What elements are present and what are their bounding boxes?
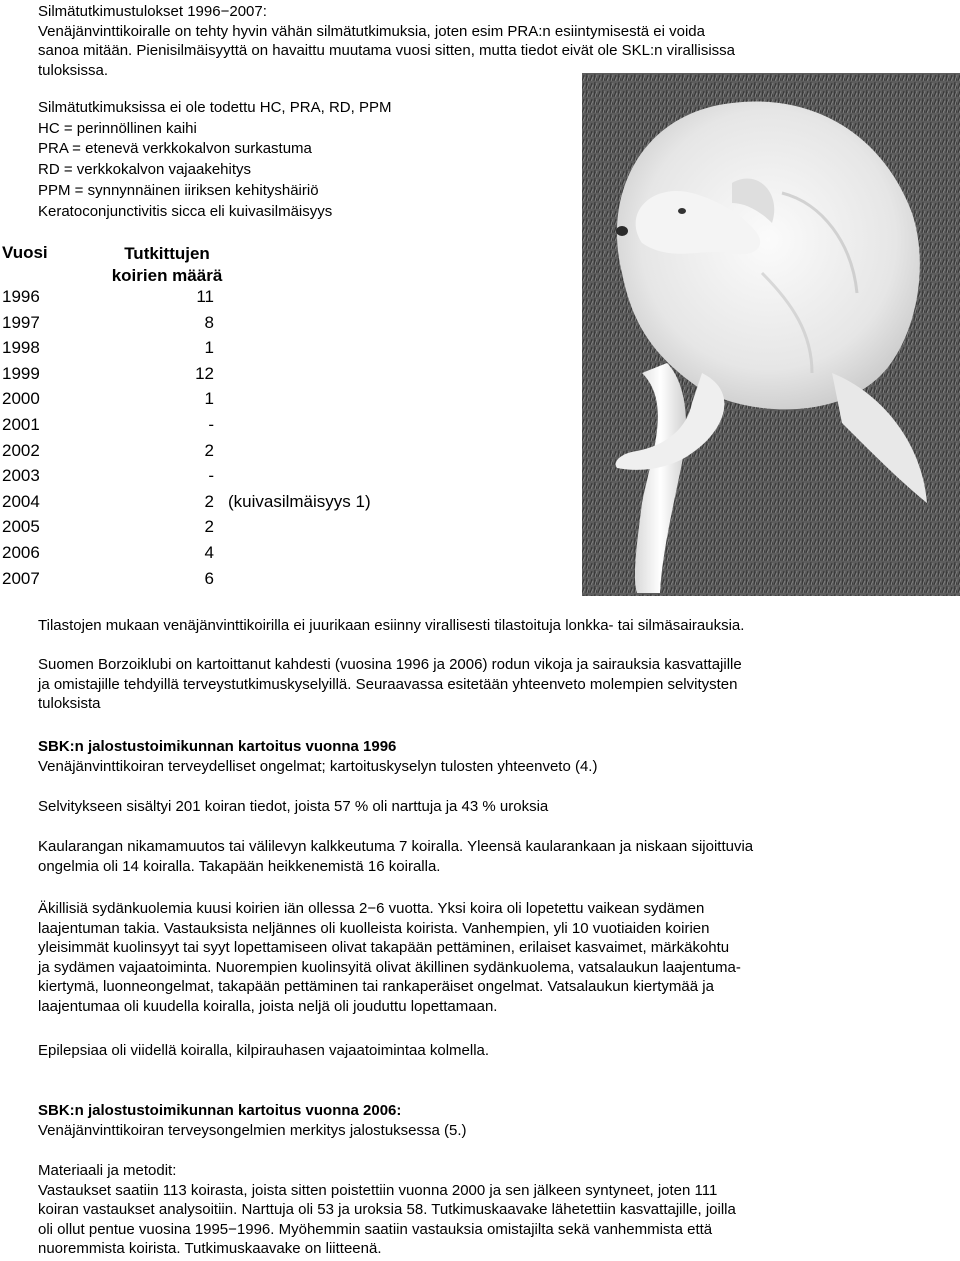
text-line: Suomen Borzoiklubi on kartoittanut kahdesti (vuosina 1996 ja 2006) rodun vikoja ja sairauksia kasvattajille bbox=[38, 656, 742, 673]
table-row bbox=[2, 569, 422, 594]
text-line: laajentumaa oli kuudella koiralla, joista neljä oli jouduttu lopettamaan. bbox=[38, 997, 498, 1015]
row-count: 1 bbox=[204, 389, 214, 409]
header-count bbox=[97, 243, 237, 287]
table-row bbox=[2, 287, 422, 312]
row-count: - bbox=[208, 415, 214, 434]
text-line: ja sydämen vajaatoiminta. Nuorempien kuolinsyitä olivat äkillinen sydänkuolema, vatsalaukun laajentuma- bbox=[38, 958, 741, 976]
table-row bbox=[2, 517, 422, 542]
row-count: 6 bbox=[204, 568, 214, 588]
text-line: nuoremmista koirista. Tutkimuskaavake on liitteenä. bbox=[38, 1240, 382, 1257]
row-count: 4 bbox=[204, 543, 214, 562]
text-line: koiran vastaukset analysoitiin. Narttuja oli 53 ja uroksia 58. Tutkimuskaavake lähetettiin kasvattajille, joilla bbox=[38, 1201, 736, 1218]
table-row bbox=[2, 415, 422, 440]
table-row bbox=[2, 466, 422, 491]
table-row bbox=[2, 364, 422, 389]
row-year: 2001 bbox=[2, 415, 40, 434]
row-year: 2002 bbox=[2, 440, 40, 460]
row-year: 1999 bbox=[2, 363, 40, 383]
intro-line: Venäjänvinttikoiralle on tehty hyvin vähän silmätutkimuksia, joten esim PRA:n esiintymisestä ei voida bbox=[38, 22, 705, 40]
text-line: Kaularangan nikamamuutos tai välilevyn kalkkeutuma 7 koiralla. Yleensä kaularankaan ja niskaan sijoittuvia bbox=[38, 838, 754, 855]
abbreviation-item: RD = verkkokalvon vajaakehitys bbox=[38, 161, 252, 179]
table-row bbox=[2, 313, 422, 338]
table-row bbox=[2, 543, 422, 568]
header-count-line: Tutkittujen bbox=[124, 244, 210, 263]
row-year: 2000 bbox=[2, 389, 40, 409]
abbreviation-heading: Silmätutkimuksissa ei ole todettu HC, PRA, RD, PPM bbox=[38, 99, 392, 116]
abbreviation-item: HC = perinnöllinen kaihi bbox=[38, 119, 197, 137]
survey-2006-heading-block bbox=[38, 1101, 906, 1140]
row-year: 1997 bbox=[2, 312, 40, 332]
survey-1996-subtitle: Venäjänvinttikoiran terveydelliset ongelmat; kartoituskyselyn tulosten yhteenveto (4.) bbox=[38, 757, 598, 775]
row-year: 2007 bbox=[2, 568, 40, 588]
survey-1996-heading-block bbox=[38, 737, 906, 776]
intro-paragraph bbox=[38, 2, 906, 80]
row-count: 2 bbox=[204, 491, 214, 511]
row-count: - bbox=[208, 466, 214, 486]
row-count: 12 bbox=[195, 363, 214, 383]
header-year: Vuosi bbox=[2, 243, 48, 262]
survey-2006-heading: SBK:n jalostustoimikunnan kartoitus vuonna 2006: bbox=[38, 1102, 402, 1119]
row-count: 8 bbox=[204, 312, 214, 332]
survey-1996-epilepsy: Epilepsiaa oli viidellä koiralla, kilpirauhasen vajaatoimintaa kolmella. bbox=[38, 1042, 490, 1059]
table-row bbox=[2, 441, 422, 466]
text-line: ongelmia oli 14 koiralla. Takapään heikkenemistä 16 koiralla. bbox=[38, 857, 441, 875]
survey-2006-subtitle: Venäjänvinttikoiran terveysongelmien merkitys jalostuksessa (5.) bbox=[38, 1121, 467, 1139]
borzoi-photo bbox=[582, 73, 960, 596]
survey-2006-methods bbox=[38, 1161, 906, 1259]
survey-1996-spine bbox=[38, 837, 906, 876]
borzoi-illustration bbox=[582, 73, 960, 596]
survey-1996-deaths bbox=[38, 899, 906, 1016]
table-row bbox=[2, 389, 422, 414]
row-year: 1998 bbox=[2, 338, 40, 358]
borzoi-club-paragraph bbox=[38, 655, 906, 714]
text-line: oli ollut pentue vuosina 1995−1996. Myöhemmin saatiin vastauksia omistajilta sekä vanhemmista että bbox=[38, 1220, 713, 1238]
row-year: 2003 bbox=[2, 466, 40, 486]
text-line: kiertymä, luonneongelmat, takapään pettäminen tai rankaperäiset ongelmat. Vatsalaukun kiertymää ja bbox=[38, 978, 714, 995]
table-row bbox=[2, 338, 422, 363]
row-count: 2 bbox=[204, 440, 214, 460]
intro-line: tuloksissa. bbox=[38, 61, 109, 79]
row-count: 1 bbox=[204, 338, 214, 358]
intro-line: sanoa mitään. Pienisilmäisyyttä on havaittu muutama vuosi sitten, mutta tiedot eivät ole SKL:n virallisissa bbox=[38, 42, 736, 59]
text-line: laajentuman takia. Vastauksista neljännes oli kuolleista koirista. Vanhempien, yli 10 vuotiaiden koirien bbox=[38, 919, 710, 937]
survey-1996-heading: SBK:n jalostustoimikunnan kartoitus vuonna 1996 bbox=[38, 738, 397, 755]
text-line: Äkillisiä sydänkuolemia kuusi koirien iän ollessa 2−6 vuotta. Yksi koira oli lopetettu vaikean sydämen bbox=[38, 900, 705, 917]
text-line: tuloksista bbox=[38, 695, 101, 712]
text-line: Vastaukset saatiin 113 koirasta, joista sitten poistettiin vuonna 2000 ja sen jälkeen syntyneet, joten 111 bbox=[38, 1181, 718, 1199]
abbreviation-item: PPM = synnynnäinen iiriksen kehityshäiriö bbox=[38, 181, 319, 199]
intro-title: Silmätutkimustulokset 1996−2007: bbox=[38, 3, 267, 20]
abbreviation-item: Keratoconjunctivitis sicca eli kuivasilmäisyys bbox=[38, 202, 333, 220]
methods-title: Materiaali ja metodit: bbox=[38, 1162, 177, 1179]
row-year: 2006 bbox=[2, 543, 40, 562]
survey-1996-sample: Selvitykseen sisältyi 201 koiran tiedot, joista 57 % oli narttuja ja 43 % uroksia bbox=[38, 798, 549, 815]
header-count-line: koirien määrä bbox=[111, 266, 223, 285]
row-year: 2004 bbox=[2, 491, 40, 511]
text-line: yleisimmät kuolinsyyt tai syyt lopettamiseen olivat takapään pettäminen, erilaiset kasvaimet, märkäkohtu bbox=[38, 939, 730, 956]
row-count: 2 bbox=[204, 517, 214, 537]
stats-paragraph: Tilastojen mukaan venäjänvinttikoirilla ei juurikaan esiinny virallisesti tilastoituja lonkka- tai silmäsairauksia. bbox=[38, 617, 745, 634]
row-note: (kuivasilmäisyys 1) bbox=[228, 491, 371, 511]
table-row bbox=[2, 492, 422, 517]
abbreviation-list bbox=[38, 98, 391, 222]
row-year: 2005 bbox=[2, 517, 40, 537]
row-count: 11 bbox=[196, 287, 214, 306]
text-line: ja omistajille tehdyillä terveystutkimuskyselyillä. Seuraavassa esitetään yhteenveto molempien selvitysten bbox=[38, 675, 738, 693]
abbreviation-item: PRA = etenevä verkkokalvon surkastuma bbox=[38, 140, 312, 158]
row-year: 1996 bbox=[2, 287, 40, 306]
